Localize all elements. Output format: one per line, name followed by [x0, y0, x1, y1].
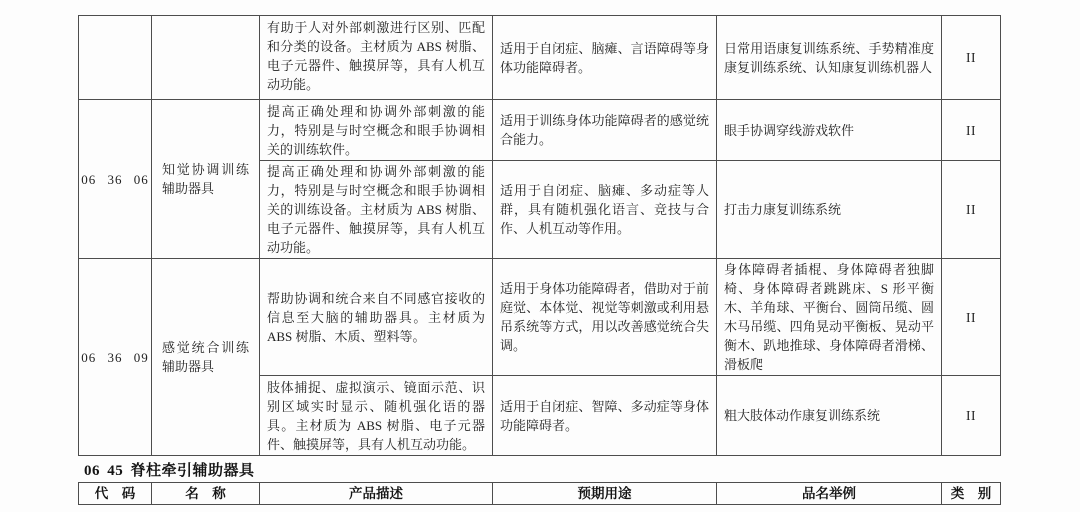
- header-class: 类 别: [942, 483, 1001, 505]
- class-cell: II: [942, 161, 1001, 259]
- next-table-header: [78, 482, 1001, 505]
- header-code: 代 码: [79, 483, 152, 505]
- name-cell: 感觉统合训练辅助器具: [152, 259, 260, 456]
- table-row: [79, 16, 1001, 100]
- catalog-table: [78, 15, 1001, 456]
- intended-use-cell: 适用于自闭症、脑瘫、多动症等人群，具有随机强化语言、竞技与合作、人机互动等作用。: [493, 161, 717, 259]
- header-intended-use: 预期用途: [493, 483, 717, 505]
- table-row: [79, 100, 1001, 161]
- section-heading: 06 45 脊柱牵引辅助器具: [84, 463, 255, 479]
- class-cell: II: [942, 376, 1001, 456]
- product-desc-cell: 帮助协调和统合来自不同感官接收的信息至大脑的辅助器具。主材质为 ABS 树脂、木质、塑料等。: [260, 259, 493, 376]
- header-row: [79, 483, 1001, 505]
- class-cell: II: [942, 259, 1001, 376]
- code-cell: 06 36 06: [79, 100, 152, 259]
- product-desc-cell: 提高正确处理和协调外部刺激的能力，特别是与时空概念和眼手协调相关的训练设备。主材质为 ABS 树脂、电子元器件、触摸屏等，具有人机互动功能。: [260, 161, 493, 259]
- name-cell: [152, 16, 260, 100]
- intended-use-cell: 适用于自闭症、脑瘫、言语障碍等身体功能障碍者。: [493, 16, 717, 100]
- examples-cell: 粗大肢体动作康复训练系统: [717, 376, 942, 456]
- header-examples: 品名举例: [717, 483, 942, 505]
- class-cell: II: [942, 16, 1001, 100]
- examples-cell: 打击力康复训练系统: [717, 161, 942, 259]
- intended-use-cell: 适用于自闭症、智障、多动症等身体功能障碍者。: [493, 376, 717, 456]
- class-cell: II: [942, 100, 1001, 161]
- intended-use-cell: 适用于训练身体功能障碍者的感觉统合能力。: [493, 100, 717, 161]
- code-cell: 06 36 09: [79, 259, 152, 456]
- table-row: [79, 259, 1001, 376]
- product-desc-cell: 提高正确处理和协调外部刺激的能力，特别是与时空概念和眼手协调相关的训练软件。: [260, 100, 493, 161]
- header-product-desc: 产品描述: [260, 483, 493, 505]
- product-desc-cell: 有助于人对外部刺激进行区别、匹配和分类的设备。主材质为 ABS 树脂、电子元器件、触摸屏等，具有人机互动功能。: [260, 16, 493, 100]
- examples-cell: 眼手协调穿线游戏软件: [717, 100, 942, 161]
- intended-use-cell: 适用于身体功能障碍者，借助对于前庭觉、本体觉、视觉等刺激或利用悬吊系统等方式，用以改善感觉统合失调。: [493, 259, 717, 376]
- header-name: 名 称: [152, 483, 260, 505]
- name-cell: 知觉协调训练辅助器具: [152, 100, 260, 259]
- examples-cell: 日常用语康复训练系统、手势精准度康复训练系统、认知康复训练机器人: [717, 16, 942, 100]
- code-cell: [79, 16, 152, 100]
- examples-cell: 身体障碍者插棍、身体障碍者独脚椅、身体障碍者跳跳床、S 形平衡木、羊角球、平衡台、圆筒吊缆、圆木马吊缆、四角晃动平衡板、晃动平衡木、趴地推球、身体障碍者滑梯、滑板爬: [717, 259, 942, 376]
- product-desc-cell: 肢体捕捉、虚拟演示、镜面示范、识别区域实时显示、随机强化语的器具。主材质为 ABS 树脂、电子元器件、触摸屏等，具有人机互动功能。: [260, 376, 493, 456]
